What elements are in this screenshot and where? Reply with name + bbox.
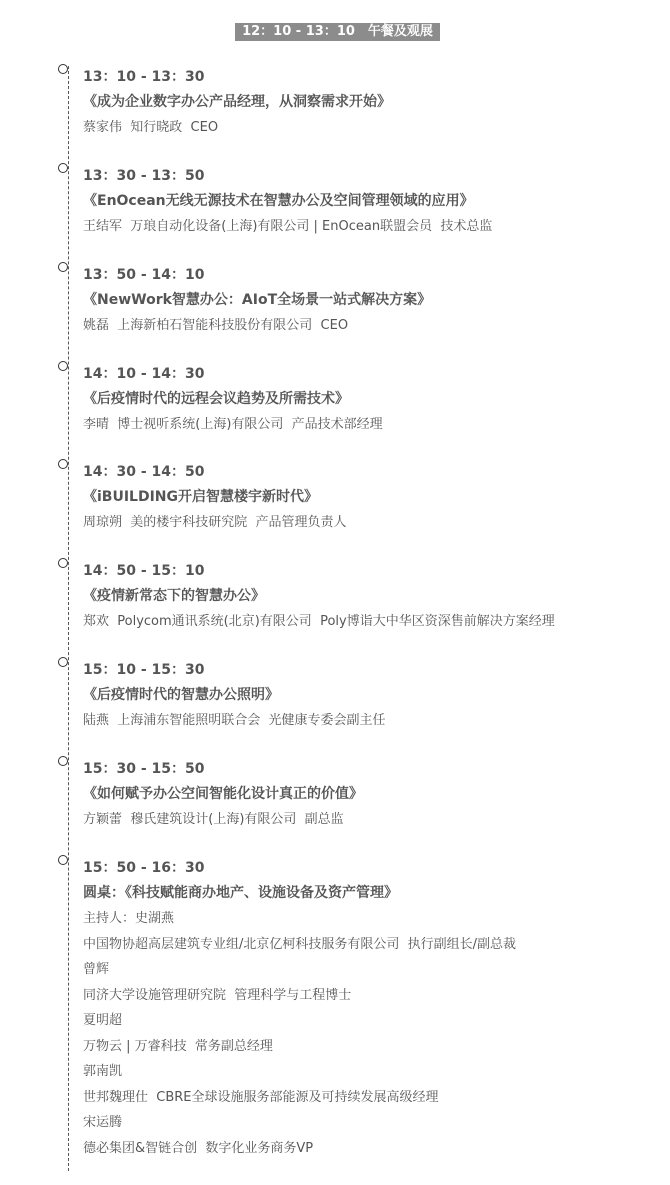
session-time: 13：10 - 13：30 (83, 69, 205, 85)
timeline-dot (58, 361, 68, 371)
session-speaker-line: 主持人：史湖燕 (83, 911, 175, 926)
session-time: 15：30 - 15：50 (83, 761, 205, 777)
session-speaker-line: 方颖蕾 穆氏建筑设计(上海)有限公司 副总监 (83, 812, 344, 827)
timeline-line (68, 66, 69, 1171)
session-time: 13：30 - 13：50 (83, 168, 205, 184)
session-speaker-line: 姚磊 上海新柏石智能科技股份有限公司 CEO (83, 318, 349, 333)
timeline-dot (58, 855, 68, 865)
session-title: 《iBUILDING开启智慧楼宇新时代》 (83, 489, 319, 505)
session-speaker-line: 王结军 万琅自动化设备(上海)有限公司 | EnOcean联盟会员 技术总监 (83, 219, 493, 234)
timeline-dot (58, 558, 68, 568)
session-title: 《疫情新常态下的智慧办公》 (83, 588, 265, 604)
session-speaker-line: 周琼朔 美的楼宇科技研究院 产品管理负责人 (83, 515, 347, 530)
session-time: 15：50 - 16：30 (83, 860, 205, 876)
session-speaker-line: 夏明超 (83, 1013, 123, 1028)
timeline-dot (58, 262, 68, 272)
session-title: 《成为企业数字办公产品经理，从洞察需求开始》 (83, 94, 391, 110)
session-title: 《如何赋予办公空间智能化设计真正的价值》 (83, 786, 363, 802)
timeline-dot (58, 756, 68, 766)
session-title: 《EnOcean无线无源技术在智慧办公及空间管理领域的应用》 (83, 193, 474, 209)
session-speaker-line: 陆燕 上海浦东智能照明联合会 光健康专委会副主任 (83, 713, 386, 728)
session-speaker-line: 曾辉 (83, 962, 110, 977)
session-speaker-line: 蔡家伟 知行晓政 CEO (83, 120, 219, 135)
session-title: 《后疫情时代的远程会议趋势及所需技术》 (83, 391, 349, 407)
timeline-dot (58, 64, 68, 74)
session-speaker-line: 郑欢 Polycom通讯系统(北京)有限公司 Poly博诣大中华区资深售前解决方案经理 (83, 614, 555, 629)
session-speaker-line: 万物云 | 万睿科技 常务副总经理 (83, 1038, 273, 1054)
timeline-dot (58, 657, 68, 667)
session-speaker-line: 郭南凯 (83, 1064, 123, 1079)
session-time: 14：30 - 14：50 (83, 464, 205, 480)
timeline-dot (58, 459, 68, 469)
session-title: 圆桌：《科技赋能商办地产、设施设备及资产管理》 (83, 885, 398, 901)
session-time: 15：10 - 15：30 (83, 662, 205, 678)
session-time: 14：50 - 15：10 (83, 563, 205, 579)
session-speaker-line: 世邦魏理仕 CBRE全球设施服务部能源及可持续发展高级经理 (83, 1089, 439, 1105)
session-time: 14：10 - 14：30 (83, 366, 205, 382)
session-time: 13：50 - 14：10 (83, 267, 205, 283)
session-speaker-line: 德必集团&智链合创 数字化业务商务VP (83, 1140, 314, 1156)
session-title: 《NewWork智慧办公：AIoT全场景一站式解决方案》 (83, 292, 432, 308)
lunch-break-banner: 12：10 - 13：10 午餐及观展 (235, 23, 440, 41)
session-speaker-line: 宋运腾 (83, 1115, 123, 1130)
session-speaker-line: 李晴 博士视听系统(上海)有限公司 产品技术部经理 (83, 417, 383, 432)
session-speaker-line: 中国物协超高层建筑专业组/北京亿柯科技服务有限公司 执行副组长/副总裁 (83, 936, 517, 952)
session-speaker-line: 同济大学设施管理研究院 管理科学与工程博士 (83, 987, 352, 1003)
session-title: 《后疫情时代的智慧办公照明》 (83, 687, 279, 703)
timeline-dot (58, 163, 68, 173)
